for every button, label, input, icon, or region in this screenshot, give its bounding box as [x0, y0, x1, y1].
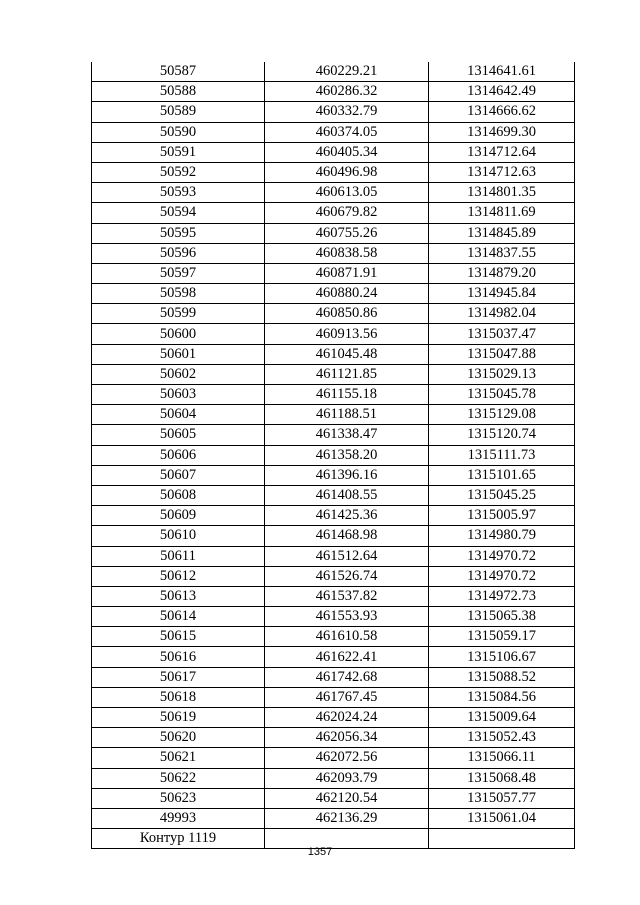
point-number-cell: 50592: [92, 162, 265, 182]
y-coordinate-cell: 1315029.13: [429, 364, 575, 384]
x-coordinate-cell: 460679.82: [265, 203, 429, 223]
table-row: [92, 102, 575, 122]
y-coordinate-cell: 1315057.77: [429, 788, 575, 808]
y-coordinate-cell: 1314982.04: [429, 304, 575, 324]
x-coordinate-cell: 460286.32: [265, 82, 429, 102]
x-coordinate-cell: 460374.05: [265, 122, 429, 142]
y-coordinate-cell: 1315005.97: [429, 506, 575, 526]
x-coordinate-cell: 461537.82: [265, 586, 429, 606]
table-row: [92, 506, 575, 526]
y-coordinate-cell: 1315120.74: [429, 425, 575, 445]
point-number-cell: 50601: [92, 344, 265, 364]
table-row: [92, 324, 575, 344]
x-coordinate-cell: 460838.58: [265, 243, 429, 263]
table-row: [92, 122, 575, 142]
point-number-cell: 50615: [92, 627, 265, 647]
x-coordinate-cell: 460405.34: [265, 142, 429, 162]
x-coordinate-cell: 461512.64: [265, 546, 429, 566]
x-coordinate-cell: 461553.93: [265, 607, 429, 627]
table-row: [92, 263, 575, 283]
table-row: [92, 445, 575, 465]
table-row: [92, 546, 575, 566]
y-coordinate-cell: 1315066.11: [429, 748, 575, 768]
table-row: [92, 788, 575, 808]
y-coordinate-cell: 1315101.65: [429, 465, 575, 485]
y-coordinate-cell: 1314801.35: [429, 183, 575, 203]
point-number-cell: 50603: [92, 385, 265, 405]
table-row: [92, 728, 575, 748]
x-coordinate-cell: 460332.79: [265, 102, 429, 122]
point-number-cell: 50587: [92, 62, 265, 82]
point-number-cell: 50620: [92, 728, 265, 748]
table-row: [92, 566, 575, 586]
table-row: [92, 627, 575, 647]
table-row: [92, 708, 575, 728]
table-row: [92, 425, 575, 445]
table-row: [92, 667, 575, 687]
y-coordinate-cell: 1314945.84: [429, 284, 575, 304]
y-coordinate-cell: 1315059.17: [429, 627, 575, 647]
x-coordinate-cell: 462120.54: [265, 788, 429, 808]
x-coordinate-cell: 461408.55: [265, 485, 429, 505]
point-number-cell: 50607: [92, 465, 265, 485]
x-coordinate-cell: 461188.51: [265, 405, 429, 425]
y-coordinate-cell: 1314712.64: [429, 142, 575, 162]
table-row: [92, 687, 575, 707]
y-coordinate-cell: 1315068.48: [429, 768, 575, 788]
x-coordinate-cell: 461358.20: [265, 445, 429, 465]
x-coordinate-cell: 460871.91: [265, 263, 429, 283]
x-coordinate-cell: 461610.58: [265, 627, 429, 647]
point-number-cell: 50617: [92, 667, 265, 687]
y-coordinate-cell: 1314837.55: [429, 243, 575, 263]
table-row: [92, 526, 575, 546]
y-coordinate-cell: 1315045.78: [429, 385, 575, 405]
x-coordinate-cell: 462136.29: [265, 808, 429, 828]
point-number-cell: 50595: [92, 223, 265, 243]
point-number-cell: 50593: [92, 183, 265, 203]
y-coordinate-cell: 1314712.63: [429, 162, 575, 182]
point-number-cell: Контур 1119: [92, 829, 265, 849]
point-number-cell: 50594: [92, 203, 265, 223]
x-coordinate-cell: 460880.24: [265, 284, 429, 304]
table-row: [92, 284, 575, 304]
point-number-cell: 50621: [92, 748, 265, 768]
x-coordinate-cell: 462056.34: [265, 728, 429, 748]
table-row: [92, 405, 575, 425]
y-coordinate-cell: 1314699.30: [429, 122, 575, 142]
y-coordinate-cell: 1314666.62: [429, 102, 575, 122]
y-coordinate-cell: 1315009.64: [429, 708, 575, 728]
point-number-cell: 50618: [92, 687, 265, 707]
y-coordinate-cell: 1314641.61: [429, 62, 575, 82]
x-coordinate-cell: 462093.79: [265, 768, 429, 788]
point-number-cell: 50614: [92, 607, 265, 627]
point-number-cell: 50602: [92, 364, 265, 384]
y-coordinate-cell: 1315084.56: [429, 687, 575, 707]
y-coordinate-cell: 1315047.88: [429, 344, 575, 364]
x-coordinate-cell: 460755.26: [265, 223, 429, 243]
table-row: [92, 183, 575, 203]
x-coordinate-cell: 460229.21: [265, 62, 429, 82]
x-coordinate-cell: 461622.41: [265, 647, 429, 667]
x-coordinate-cell: 461425.36: [265, 506, 429, 526]
y-coordinate-cell: 1314811.69: [429, 203, 575, 223]
table-row: [92, 385, 575, 405]
table-row: [92, 223, 575, 243]
table-row: [92, 808, 575, 828]
x-coordinate-cell: 462024.24: [265, 708, 429, 728]
y-coordinate-cell: 1314970.72: [429, 566, 575, 586]
x-coordinate-cell: 461767.45: [265, 687, 429, 707]
x-coordinate-cell: 461526.74: [265, 566, 429, 586]
y-coordinate-cell: 1314972.73: [429, 586, 575, 606]
point-number-cell: 50623: [92, 788, 265, 808]
table-row: [92, 607, 575, 627]
table-row: [92, 62, 575, 82]
point-number-cell: 50596: [92, 243, 265, 263]
y-coordinate-cell: 1315037.47: [429, 324, 575, 344]
y-coordinate-cell: 1315129.08: [429, 405, 575, 425]
table-row: [92, 748, 575, 768]
table-row: [92, 203, 575, 223]
point-number-cell: 50597: [92, 263, 265, 283]
point-number-cell: 50589: [92, 102, 265, 122]
point-number-cell: 50608: [92, 485, 265, 505]
y-coordinate-cell: 1314845.89: [429, 223, 575, 243]
x-coordinate-cell: 462072.56: [265, 748, 429, 768]
table-row: [92, 162, 575, 182]
point-number-cell: 50611: [92, 546, 265, 566]
table-row: [92, 304, 575, 324]
y-coordinate-cell: 1315045.25: [429, 485, 575, 505]
table-row: [92, 142, 575, 162]
coordinates-table: [91, 62, 575, 849]
x-coordinate-cell: 460496.98: [265, 162, 429, 182]
x-coordinate-cell: 461121.85: [265, 364, 429, 384]
page-number: 1357: [307, 846, 333, 858]
table-row: [92, 485, 575, 505]
point-number-cell: 50599: [92, 304, 265, 324]
y-coordinate-cell: 1315052.43: [429, 728, 575, 748]
x-coordinate-cell: 461155.18: [265, 385, 429, 405]
y-coordinate-cell: 1315106.67: [429, 647, 575, 667]
point-number-cell: 50622: [92, 768, 265, 788]
coordinates-table-body: [92, 62, 575, 849]
point-number-cell: 50606: [92, 445, 265, 465]
point-number-cell: 50609: [92, 506, 265, 526]
x-coordinate-cell: 461396.16: [265, 465, 429, 485]
point-number-cell: 49993: [92, 808, 265, 828]
table-row: [92, 647, 575, 667]
table-row: [92, 465, 575, 485]
x-coordinate-cell: 461338.47: [265, 425, 429, 445]
x-coordinate-cell: 461742.68: [265, 667, 429, 687]
point-number-cell: 50600: [92, 324, 265, 344]
point-number-cell: 50590: [92, 122, 265, 142]
y-coordinate-cell: 1314980.79: [429, 526, 575, 546]
table-row: [92, 243, 575, 263]
point-number-cell: 50612: [92, 566, 265, 586]
x-coordinate-cell: 460613.05: [265, 183, 429, 203]
y-coordinate-cell: 1315088.52: [429, 667, 575, 687]
table-row: [92, 364, 575, 384]
table-row: [92, 768, 575, 788]
point-number-cell: 50610: [92, 526, 265, 546]
y-coordinate-cell: 1315065.38: [429, 607, 575, 627]
point-number-cell: 50605: [92, 425, 265, 445]
x-coordinate-cell: 460913.56: [265, 324, 429, 344]
y-coordinate-cell: 1314970.72: [429, 546, 575, 566]
point-number-cell: 50619: [92, 708, 265, 728]
point-number-cell: 50616: [92, 647, 265, 667]
x-coordinate-cell: 461045.48: [265, 344, 429, 364]
point-number-cell: 50588: [92, 82, 265, 102]
y-coordinate-cell: 1315111.73: [429, 445, 575, 465]
table-row: [92, 344, 575, 364]
y-coordinate-cell: 1315061.04: [429, 808, 575, 828]
point-number-cell: 50604: [92, 405, 265, 425]
y-coordinate-cell: 1314879.20: [429, 263, 575, 283]
point-number-cell: 50613: [92, 586, 265, 606]
x-coordinate-cell: 461468.98: [265, 526, 429, 546]
y-coordinate-cell: 1314642.49: [429, 82, 575, 102]
table-row: [92, 586, 575, 606]
point-number-cell: 50591: [92, 142, 265, 162]
table-row: [92, 82, 575, 102]
point-number-cell: 50598: [92, 284, 265, 304]
x-coordinate-cell: 460850.86: [265, 304, 429, 324]
